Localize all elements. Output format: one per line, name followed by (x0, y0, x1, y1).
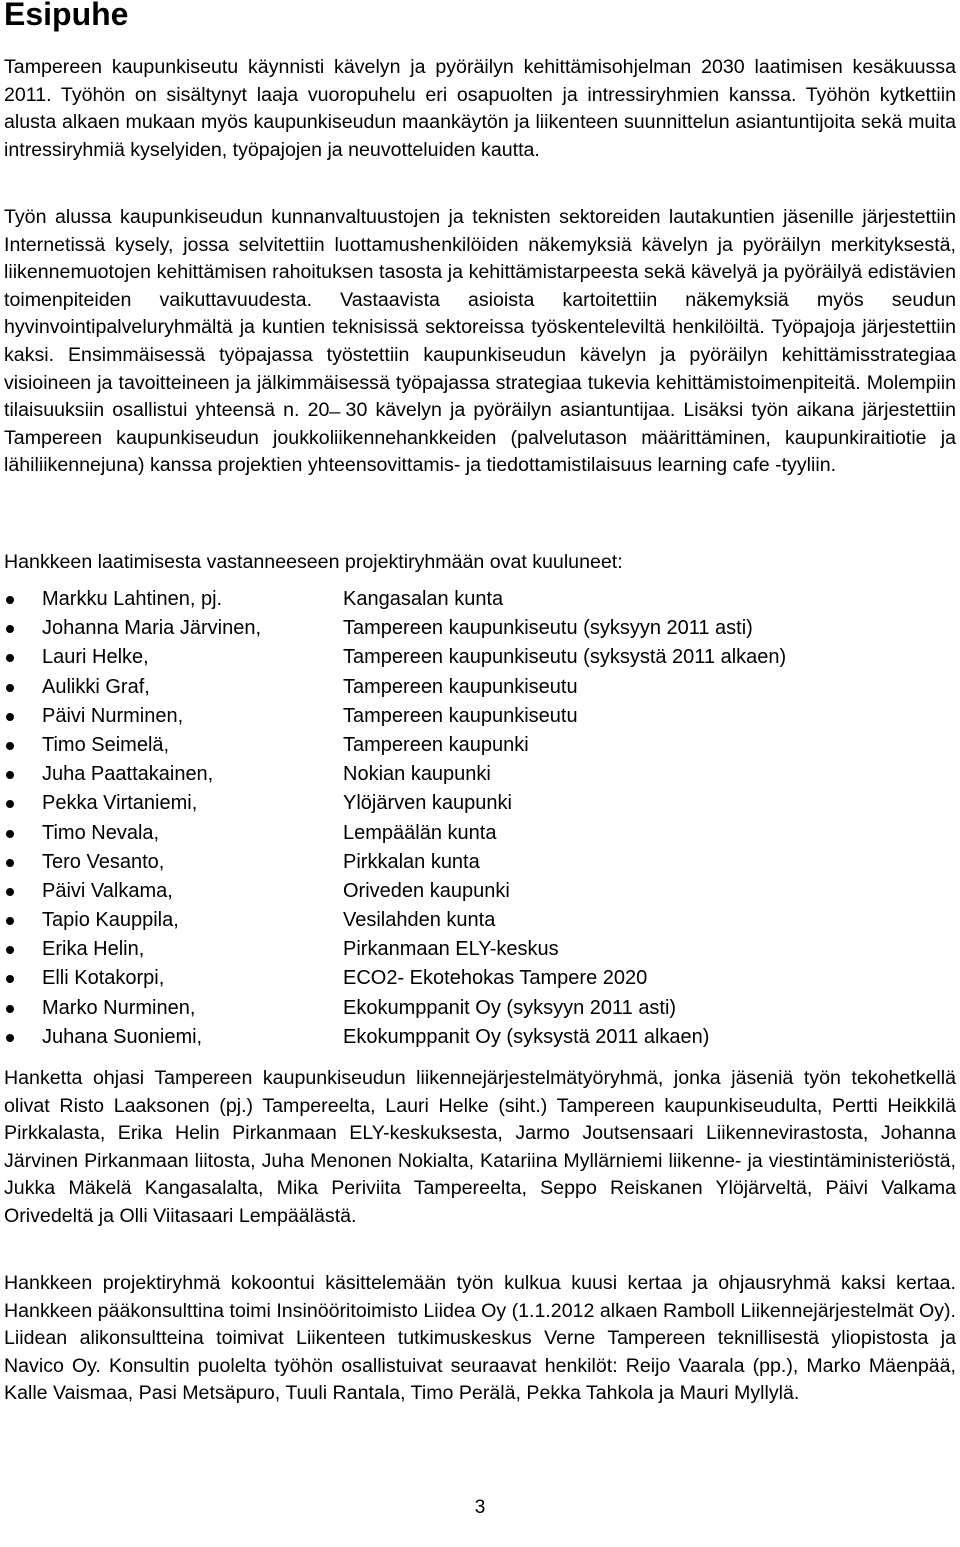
page-number: 3 (474, 1497, 486, 1518)
member-name: Marko Nurminen, (42, 996, 196, 1019)
member-organization: Pirkanmaan ELY-keskus (343, 938, 559, 961)
member-organization: Tampereen kaupunki (343, 733, 529, 756)
bullet-icon (6, 684, 14, 692)
bullet-icon (6, 654, 14, 662)
member-name: Lauri Helke, (42, 646, 149, 669)
member-organization: Tampereen kaupunkiseutu (syksystä 2011 alkaen) (343, 646, 787, 669)
member-organization: Tampereen kaupunkiseutu (343, 704, 578, 727)
bullet-icon (6, 946, 14, 954)
list-item (4, 906, 956, 935)
list-item (4, 643, 956, 672)
member-organization: Nokian kaupunki (343, 763, 491, 786)
member-organization: Oriveden kaupunki (343, 879, 510, 902)
member-name: Timo Nevala, (42, 821, 160, 844)
member-organization: Lempäälän kunta (343, 821, 497, 844)
bullet-icon (6, 917, 14, 925)
member-organization: Kangasalan kunta (343, 588, 504, 610)
member-name: Erika Helin, (42, 938, 145, 961)
list-item (4, 848, 956, 877)
list-item (4, 702, 956, 731)
bullet-icon (6, 888, 14, 896)
member-organization: Tampereen kaupunkiseutu (syksyyn 2011 asti) (343, 617, 753, 640)
member-organization: Vesilahden kunta (343, 909, 496, 932)
member-organization: Ekokumppanit Oy (syksyyn 2011 asti) (343, 996, 677, 1019)
member-name: Tero Vesanto, (42, 850, 165, 873)
member-organization: Ylöjärven kaupunki (343, 792, 512, 815)
list-item (4, 994, 956, 1023)
list-item (4, 819, 956, 848)
list-item (4, 731, 956, 760)
list-item (4, 585, 956, 614)
list-item (4, 877, 956, 906)
member-organization: Tampereen kaupunkiseutu (343, 675, 578, 698)
list-item (4, 964, 956, 993)
member-name: Timo Seimelä, (42, 733, 170, 756)
list-item (4, 614, 956, 643)
list-item (4, 760, 956, 789)
paragraph-project-group-heading: Hankkeen laatimisesta vastanneeseen projektiryhmään ovat kuuluneet: (4, 551, 623, 573)
member-name: Aulikki Graf, (42, 675, 150, 698)
member-organization: Pirkkalan kunta (343, 850, 480, 873)
member-name: Päivi Valkama, (42, 879, 173, 902)
list-item (4, 673, 956, 702)
bullet-icon (6, 771, 14, 779)
bullet-icon (6, 625, 14, 633)
bullet-icon (6, 830, 14, 838)
member-name: Juhana Suoniemi, (42, 1025, 203, 1048)
member-name: Pekka Virtaniemi, (42, 792, 198, 815)
member-name: Johanna Maria Järvinen, (42, 617, 262, 640)
member-name: Tapio Kauppila, (42, 909, 179, 932)
member-name: Päivi Nurminen, (42, 704, 184, 727)
member-name: Markku Lahtinen, pj. (42, 588, 223, 610)
bullet-icon (6, 596, 14, 604)
list-item (4, 1023, 956, 1052)
bullet-icon (6, 1005, 14, 1013)
member-organization: Ekokumppanit Oy (syksystä 2011 alkaen) (343, 1025, 710, 1048)
project-group-member-list (4, 585, 956, 1052)
member-organization: ECO2- Ekotehokas Tampere 2020 (343, 967, 648, 990)
member-name: Juha Paattakainen, (42, 763, 214, 786)
paragraph-intro: Tampereen kaupunkiseutu käynnisti kävelyn ja pyöräilyn kehittämisohjelman 2030 laatimisen kesäkuussa 2011. Työhön on sisältynyt laaja vuoropuhelu eri osapuolten ja intressiryhmien kanssa. Työhön kytkettiin alusta alkaen mukaan myös kaupunkiseudun maankäytön ja liikenteen suunnittelun asiantuntijoita sekä muita intressiryhmiä kyselyiden, työpajojen ja neuvotteluiden kautta. (4, 56, 956, 161)
bullet-icon (6, 1034, 14, 1042)
list-item (4, 789, 956, 818)
list-item (4, 935, 956, 964)
bullet-icon (6, 859, 14, 867)
bullet-icon (6, 975, 14, 983)
page-title: Esipuhe (4, 0, 129, 32)
bullet-icon (6, 800, 14, 808)
paragraph-consultants: Hankkeen projektiryhmä kokoontui käsittelemään työn kulkua kuusi kertaa ja ohjausryhmä kaksi kertaa. Hankkeen pääkonsulttina toimi Insinööritoimisto Liidea Oy (1.1.2012 alkaen Ramboll Liikennejärjestelmät Oy). Liidean alikonsultteina toimivat Liikenteen tutkimuskeskus Verne Tampereen teknillisestä yliopistosta ja Navico Oy. Konsultin puolelta työhön osallistuivat seuraavat henkilöt: Reijo Vaarala (pp.), Marko Mäenpää, Kalle Vaismaa, Pasi Metsäpuro, Tuuli Rantala, Timo Perälä, Pekka Tahkola ja Mauri Myllylä. (4, 1272, 956, 1405)
paragraph-process: Työn alussa kaupunkiseudun kunnanvaltuustojen ja teknisten sektoreiden lautakuntien jäsenille järjestettiin Internetissä kysely, jossa selvitettiin luottamushenkilöiden näkemyksiä kävelyn ja pyöräilyn merkityksestä, liikennemuotojen kehittämisen rahoituksen tasosta ja kehittämistarpeesta sekä kävelyä ja pyöräilyä edistävien toimenpiteiden vaikuttavuudesta. Vastaavista asioista kartoitettiin näkemyksiä myös seudun hyvinvointipalveluryhmältä ja kuntien teknisissä sektoreissa työskenteleviltä henkilöiltä. Työpajoja järjestettiin kaksi. Ensimmäisessä työpajassa työstettiin kaupunkiseudun kävelyn ja pyöräilyn kehittämisstrategiaa visioineen ja tavoitteineen ja jälkimmäisessä työpajassa strategiaa tukevia kehittämistoimenpiteitä. Molempiin tilaisuuksiin osallistui yhteensä n. 20 ̶ 30 kävelyn ja pyöräilyn asiantuntijaa. Lisäksi työn aikana järjestettiin Tampereen kaupunkiseudun joukkoliikennehankkeiden (palvelutason määrittäminen, kaupunkiraitiotie ja lähiliikennejuna) kanssa projektien yhteensovittamis- ja tiedottamistilaisuus learning cafe -tyyliin. (4, 206, 956, 477)
bullet-icon (6, 742, 14, 750)
paragraph-steering-group: Hanketta ohjasi Tampereen kaupunkiseudun liikennejärjestelmätyöryhmä, jonka jäseniä työn tekohetkellä olivat Risto Laaksonen (pj.) Tampereelta, Lauri Helke (siht.) Tampereen kaupunkiseudulta, Pertti Heikkilä Pirkkalasta, Erika Helin Pirkanmaan ELY-keskuksesta, Jarmo Joutsensaari Liikennevirastosta, Johanna Järvinen Pirkanmaan liitosta, Juha Menonen Nokialta, Katariina Myllärniemi liikenne- ja viestintäministeriöstä, Jukka Mäkelä Kangasalalta, Mika Periviita Tampereelta, Seppo Reiskanen Ylöjärveltä, Päivi Valkama Orivedeltä ja Olli Viitasaari Lempäälästä. (4, 1067, 956, 1227)
member-name: Elli Kotakorpi, (42, 967, 165, 990)
bullet-icon (6, 713, 14, 721)
